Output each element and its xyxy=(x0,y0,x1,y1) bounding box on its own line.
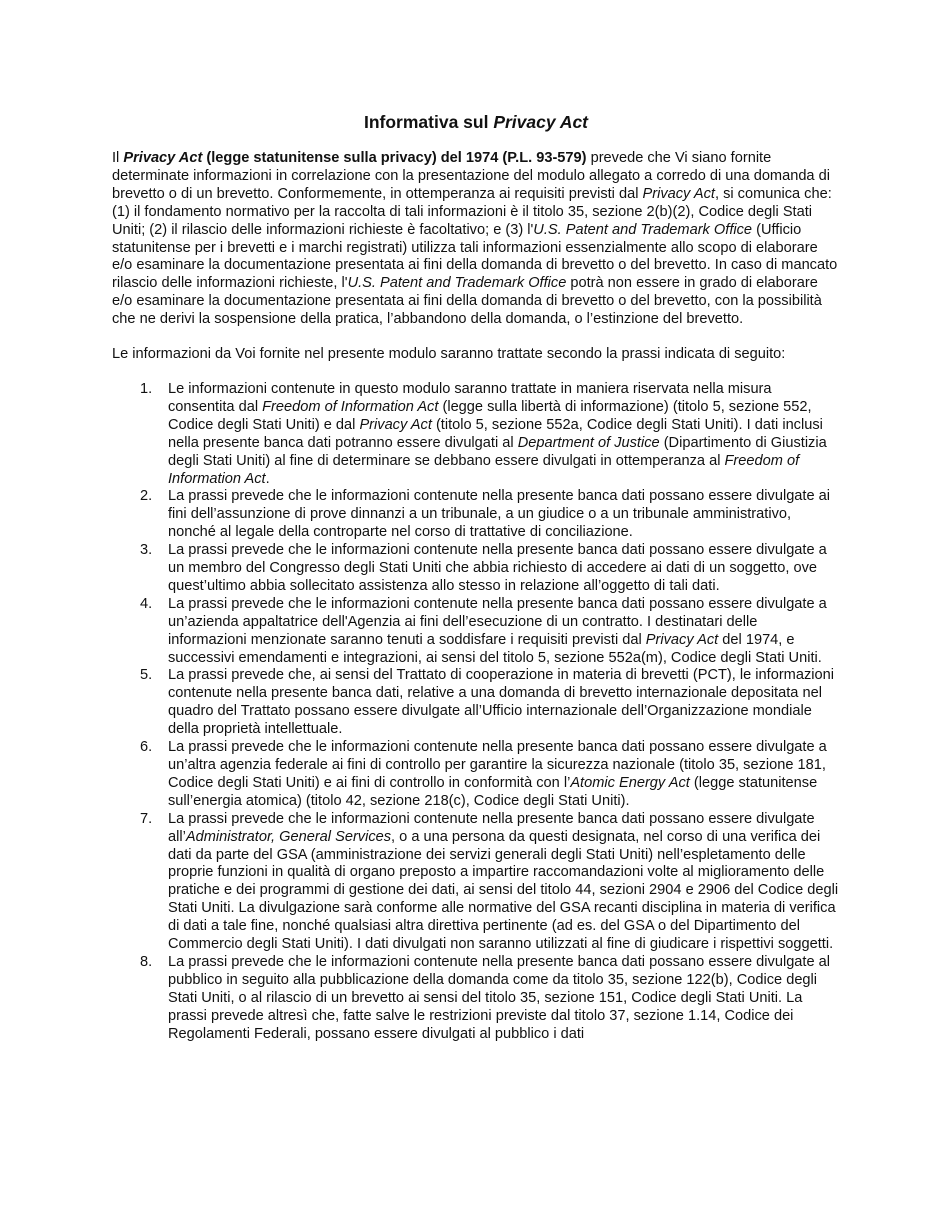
intro-paragraph: Il Privacy Act (legge statunitense sulla privacy) del 1974 (P.L. 93-579) prevede che Vi siano fornite determinate informazioni in correlazione con la presentazione del modulo allegato a corredo di una domanda di brevetto o di un brevetto. Conformemente, in ottemperanza ai requisiti previsti dal Privacy Act, si comunica che: (1) il fondamento normativo per la raccolta di tali informazioni è il titolo 35, sezione 2(b)(2), Codice degli Stati Uniti; (2) il rilascio delle informazioni richieste è facoltativo; e (3) l'U.S. Patent and Trademark Office (Ufficio statunitense per i brevetti e i marchi registrati) utilizza tali informazioni essenzialmente allo scopo di elaborare e/o esaminare la documentazione presentata ai fini della domanda di brevetto o del brevetto. In caso di mancato rilascio delle informazioni richieste, l'U.S. Patent and Trademark Office potrà non essere in grado di elaborare e/o esaminare la documentazione presentata ai fini della domanda di brevetto o del brevetto, con la possibilità che ne derivi la sospensione della pratica, l’abbandono della domanda, o l’estinzione del brevetto. xyxy=(112,150,838,328)
emphasis-text: (legge statunitense sulla privacy) del 1974 (P.L. 93-579) xyxy=(202,150,587,166)
list-item xyxy=(112,381,840,488)
list-item xyxy=(112,739,840,811)
practice-list xyxy=(112,381,840,1044)
emphasis-text: Privacy Act xyxy=(645,631,719,648)
list-item-number: 7. xyxy=(140,810,153,827)
list-item-number: 3. xyxy=(140,542,153,559)
list-item xyxy=(112,667,840,739)
page-title: Informativa sul Privacy Act xyxy=(363,112,589,132)
list-item-number: 5. xyxy=(140,667,153,684)
emphasis-text: Privacy Act xyxy=(493,112,589,132)
emphasis-text: Department of Justice xyxy=(517,434,660,451)
document-page xyxy=(112,110,840,1044)
list-item-text: La prassi prevede che le informazioni contenute nella presente banca dati possano essere divulgate al pubblico in seguito alla pubblicazione della domanda come da titolo 35, sezione 122(b), Codice degli Stati Uniti, o al rilascio di un brevetto ai sensi del titolo 35, sezione 151, Codice degli Stati Uniti. La prassi prevede altresì che, fatte salve le restrizioni previste dal titolo 37, sezione 1.14, Codice dei Regolamenti Federali, possano essere divulgati al pubblico i dati xyxy=(168,953,831,1042)
list-item-text: La prassi prevede che le informazioni contenute nella presente banca dati possano essere divulgate a un’altra agenzia federale ai fini di controllo per garantire la sicurezza nazionale (titolo 35, sezione 181, Codice degli Stati Uniti) e ai fini di controllo in conformità con l’Atomic Energy Act (legge statunitense sull’energia atomica) (titolo 42, sezione 218(c), Codice degli Stati Uniti). xyxy=(168,739,827,809)
list-item-text: La prassi prevede che, ai sensi del Trattato di cooperazione in materia di brevetti (PCT), le informazioni contenute nella presente banca dati, relative a una domanda di brevetto internazionale depositata nel quadro del Trattato possano essere divulgate all’Ufficio internazionale dell’Organizzazione mondiale della proprietà intellettuale. xyxy=(168,667,834,738)
list-item-text: Le informazioni contenute in questo modulo saranno trattate in maniera riservata nella misura consentita dal Freedom of Information Act (legge sulla libertà di informazione) (titolo 5, sezione 552, Codice degli Stati Uniti) e dal Privacy Act (titolo 5, sezione 552a, Codice degli Stati Uniti). I dati inclusi nella presente banca dati potranno essere divulgati al Department of Justice (Dipartimento di Giustizia degli Stati Uniti) al fine di determinare se debbano essere divulgati in ottemperanza al Freedom of Information Act. xyxy=(168,380,827,487)
list-item xyxy=(112,542,840,596)
emphasis-text: Freedom of Information Act xyxy=(168,452,800,487)
list-item-number: 6. xyxy=(140,739,153,756)
list-item-number: 8. xyxy=(140,953,153,970)
emphasis-text: Privacy Act xyxy=(642,185,715,202)
list-item-text: La prassi prevede che le informazioni contenute nella presente banca dati possano essere divulgate ai fini dell’assunzione di prove dinnanzi a un tribunale, a un giudice o a un tribunale amministrativo, nonché al legale della controparte nel corso di trattative di conciliazione. xyxy=(168,488,831,541)
emphasis-text: Privacy Act xyxy=(359,416,432,433)
list-item-text: La prassi prevede che le informazioni contenute nella presente banca dati possano essere divulgate a un’azienda appaltatrice dell'Agenzia ai fini dell’esecuzione di un contratto. I destinatari delle informazioni menzionate saranno tenuti a soddisfare i requisiti previsti dal Privacy Act del 1974, e successivi emendamenti e integrazioni, ai sensi del titolo 5, sezione 552a(m), Codice degli Stati Uniti. xyxy=(168,595,827,666)
emphasis-text: Atomic Energy Act xyxy=(570,774,690,791)
list-item xyxy=(112,954,840,1044)
emphasis-text: U.S. Patent and Trademark Office xyxy=(533,221,753,238)
list-item-number: 4. xyxy=(140,595,153,612)
emphasis-text: Privacy Act xyxy=(123,150,203,166)
lead-paragraph: Le informazioni da Voi fornite nel presente modulo saranno trattate secondo la prassi indicata di seguito: xyxy=(112,346,786,363)
list-item xyxy=(112,596,840,668)
emphasis-text: Administrator, General Services xyxy=(185,828,392,845)
list-item-text: La prassi prevede che le informazioni contenute nella presente banca dati possano essere divulgate a un membro del Congresso degli Stati Uniti che abbia richiesto di accedere ai dati di un soggetto, ove quest’ultimo abbia sollecitato assistenza allo stesso in relazione all’oggetto di tali dati. xyxy=(168,542,827,594)
list-item-number: 2. xyxy=(140,488,153,505)
list-item-text: La prassi prevede che le informazioni contenute nella presente banca dati possano essere divulgate all’Administrator, General Services, o a una persona da questi designata, nel corso di una verifica dei dati da parte del GSA (amministrazione dei servizi generali degli Stati Uniti) nell’espletamento delle proprie funzioni in qualità di organo preposto a impartire raccomandazioni volte al miglioramento delle pratiche e dei programmi di gestione dei dati, ai sensi del titolo 44, sezioni 2904 e 2906 del Codice degli Stati Uniti. La divulgazione sarà conforme alle normative del GSA recanti disciplina in materia di verifica di dati a tale fine, nonché qualsiasi altra direttiva pertinente (ad es. del GSA o del Dipartimento del Commercio degli Stati Uniti). I dati divulgati non saranno utilizzati al fine di giudicare i rispettivi soggetti. xyxy=(168,810,839,953)
emphasis-text: Freedom of Information Act xyxy=(262,398,439,415)
list-item-number: 1. xyxy=(140,380,153,397)
list-item xyxy=(112,811,840,954)
list-item xyxy=(112,488,840,542)
emphasis-text: U.S. Patent and Trademark Office xyxy=(347,275,567,292)
